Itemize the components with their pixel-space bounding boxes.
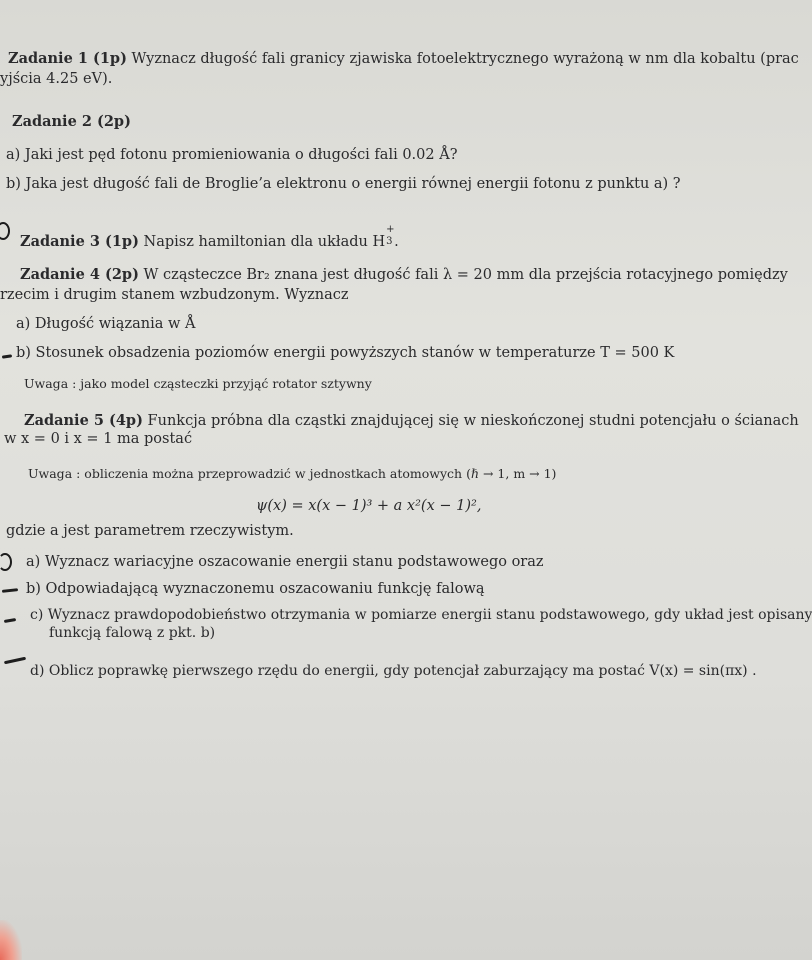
task3-line [20,224,399,251]
handwritten-mark [2,588,18,593]
task4-heading: Zadanie 4 (2p) [20,266,139,283]
task5-heading: Zadanie 5 (4p) [24,412,143,429]
task1-text2: yjścia 4.25 eV). [0,71,113,87]
handwritten-mark [4,618,16,623]
task4-text2: rzecim i drugim stanem wzbudzonym. Wyznacz [0,287,349,303]
task5-item-c1: c) Wyznacz prawdopodobieństwo otrzymania w pomiarze energii stanu podstawowego, gdy układ jest opisany [30,607,812,623]
task5-item-d: d) Oblicz poprawkę pierwszego rzędu do energii, gdy potencjał zaburzający ma postać V(x) = sin(πx) . [30,663,757,679]
task4-item-a: a) Długość wiązania w Å [16,316,196,332]
task3-sup: + [386,224,395,235]
task1-text: Wyznacz długość fali granicy zjawiska fotoelektrycznego wyrażoną w nm dla kobaltu (prac [131,51,799,67]
task5-note: Uwaga : obliczenia można przeprowadzić w jednostkach atomowych (ℏ → 1, m → 1) [28,466,557,481]
task4-text: W cząsteczce Br₂ znana jest długość fali λ = 20 mm dla przejścia rotacyjnego pomiędzy [143,267,788,283]
handwritten-mark [0,222,10,240]
task3-heading: Zadanie 3 (1p) [20,233,139,250]
task5-item-a: a) Wyznacz wariacyjne oszacowanie energii stanu podstawowego oraz [26,554,544,570]
task3-sub: 3 [386,236,393,247]
task4-line1 [20,266,788,284]
task5-text: Funkcja próbna dla cząstki znajdującej się w nieskończonej studni potencjału o ścianach [147,413,799,429]
handwritten-mark [0,553,12,571]
task3-text: Napisz hamiltonian dla układu H [143,234,386,250]
task5-text2: w x = 0 i x = 1 ma postać [4,431,193,447]
task5-line1 [24,412,799,430]
task2-item-a: a) Jaki jest pęd fotonu promieniowania o długości fali 0.02 Å? [6,147,458,163]
task1-heading: Zadanie 1 (1p) [8,50,127,67]
finger-edge [0,920,22,960]
task5-item-b: b) Odpowiadającą wyznaczonemu oszacowaniu funkcję falową [26,581,485,597]
handwritten-mark [4,657,26,665]
task5-equation: ψ(x) = x(x − 1)³ + a x²(x − 1)², [256,498,482,514]
task3-end: . [394,234,399,250]
task4-note: Uwaga : jako model cząsteczki przyjąć rotator sztywny [24,376,372,391]
task5-param: gdzie a jest parametrem rzeczywistym. [6,523,294,539]
task4-item-b: b) Stosunek obsadzenia poziomów energii powyższych stanów w temperaturze T = 500 K [16,345,675,361]
task2-heading: Zadanie 2 (2p) [12,113,131,130]
task2-item-b: b) Jaka jest długość fali de Broglie’a elektronu o energii równej energii fotonu z punktu a) ? [6,176,681,192]
task1-line1 [8,50,799,68]
task3-formula-indices [385,224,395,247]
handwritten-mark [2,354,12,358]
task5-item-c2: funkcją falową z pkt. b) [49,625,216,641]
